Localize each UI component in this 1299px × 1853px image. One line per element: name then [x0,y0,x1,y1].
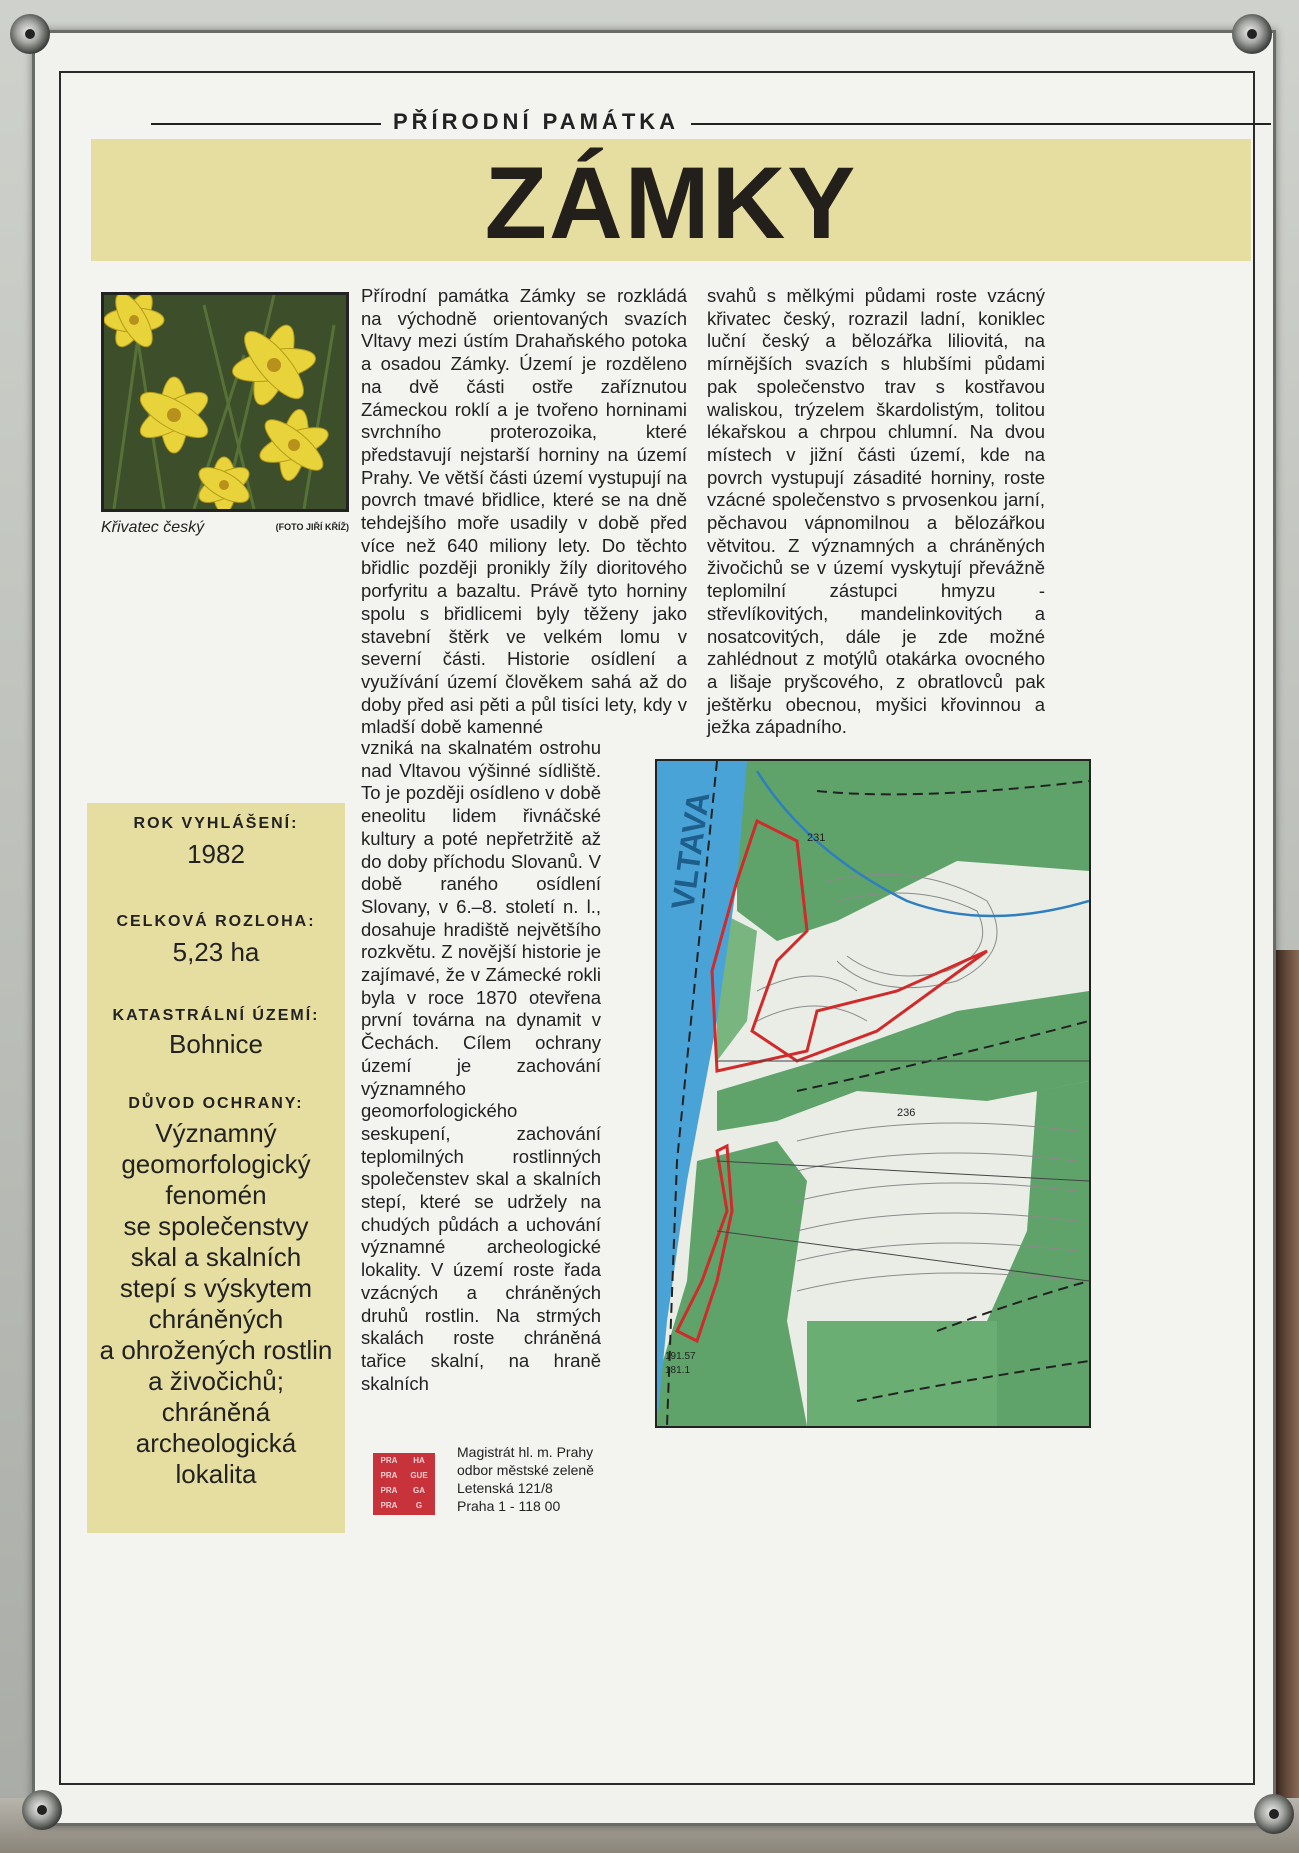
logo-text: HA [413,1456,425,1465]
map-elevation: 231 [807,832,826,844]
reason-line: stepí s výskytem [119,1273,313,1303]
reason-line: chráněná [161,1397,271,1427]
reason-line: Významný [155,1118,277,1148]
logo-text: GUE [410,1471,428,1480]
board-kicker: PŘÍRODNÍ PAMÁTKA [381,109,691,135]
photo-caption [101,519,349,537]
reason-line: fenomén [165,1180,267,1210]
logo-text: PRA [380,1471,398,1480]
map-elevation: 181.1 [665,1365,691,1376]
reason-label: DŮVOD OCHRANY: [128,1095,304,1112]
logo-text: GA [413,1486,425,1495]
reason-line: archeologická [135,1428,297,1458]
screw-icon [22,1790,62,1830]
area-label: CELKOVÁ ROZLOHA: [116,913,316,930]
map-river-label: VLTAVA [664,789,717,912]
reason-text [87,1118,345,1490]
body-paragraph: Přírodní památka Zámky se rozkládá na východně orientovaných svazích Vltavy mezi ústím Drahaňského potoka a osadou Zámky. Území je rozděleno na dvě části ostře zaříznutou Zámeckou roklí a je tvořeno horninami svrchního proterozoika, které představují nejstarší horniny na území Prahy. Ve větší části území vystupují na povrch tmavé břidlice, které se na dně tehdejšího moře usadily v době před více než 640 miliony lety. Do těchto břidlic později pronikly žíly dioritového porfyritu a bazaltu. Právě tyto horniny spolu s břidlicemi byly těženy jako stavební štěrk ve velkém lomu v severní části. Historie osídlení a využívání území člověkem sahá až do doby před asi pěti a půl tisíci lety, kdy v mladší době kamenné [361,285,687,738]
publisher-address [457,1443,594,1515]
reason-line: a ohrožených rostlin [99,1335,333,1365]
board-panel [59,71,1255,1785]
logo-text: PRA [380,1486,398,1495]
screw-icon [10,14,50,54]
cadastre-label: KATASTRÁLNÍ ÚZEMÍ: [112,1007,320,1024]
kicker-rule [151,123,1271,125]
body-paragraph: vzniká na skalnatém ostrohu nad Vltavou výšinné sídliště. To je později osídleno v době eneolitu lidem řivnáčské kultury a poté nepřetržitě až do doby příchodu Slovanů. V době raného osídlení Slovany, v 6.–8. století n. l., dosahuje hradiště největšího rozkvětu. Z novější historie je zajímavé, že v Zámecké rokli byla v roce 1870 otevřena první továrna na dynamit v Čechách. Cílem ochrany území je zachování významného geomorfologického seskupení, zachování teplomilných rostlinných společenstev skal a skalních stepí, které se udržely na chudých půdách a uchování významné archeologické lokality. V území roste řada vzácných a chráněných druhů rostlin. Na strmých skalách roste chráněná tařice skalní, na hraně skalních [361,737,601,1394]
year-value: 1982 [187,839,245,869]
caption-text: Křivatec český [101,519,205,536]
flower-photo [101,292,349,512]
reason-line: se společenstvy [123,1211,309,1241]
year-label: ROK VYHLÁŠENÍ: [133,815,299,832]
publisher-line: odbor městské zeleně [457,1462,594,1478]
reason-line: a živočichů; [148,1366,284,1396]
cadastre-value: Bohnice [169,1029,263,1059]
site-map [655,759,1091,1428]
reason-line: lokalita [175,1459,257,1489]
body-paragraph: svahů s mělkými půdami roste vzácný křivatec český, rozrazil ladní, koniklec luční český a bělozářka liliovitá, na mírnějších svazích s hlubšími půdami pak společenstvo trav s kostřavou waliskou, trýzelem škardolistým, tolitou lékařskou a chrpou chlumní. Na dvou místech v jižní části území, kde na povrch vystupují zásadité horniny, roste vzácné společenstvo s prvosenkou jarní, pěchavou vápnomilnou a bělozářkou větvitou. Z významných a chráněných živočichů se v území vyskytují převážně teplomilní zástupci hmyzu - střevlíkovitých, mandelinkovitých a nosatcovitých, dále je zde možné zahlédnout z motýlů otakárka ovocného a lišaje pryšcového, z obratlovců pak ještěrku obecnou, myšici křovinnou a ježka západního. [707,285,1045,738]
logo-text: G [415,1501,423,1510]
publisher-line: Praha 1 - 118 00 [457,1498,561,1514]
body-column-1-continued [361,737,601,1395]
publisher-line: Magistrát hl. m. Prahy [457,1444,594,1460]
logo-text: PRA [380,1501,398,1510]
information-board [32,30,1276,1826]
body-column-2 [707,285,1045,739]
reason-line: skal a skalních [130,1242,302,1272]
reason-line: chráněných [148,1304,284,1334]
publisher-line: Letenská 121/8 [457,1480,553,1496]
area-value: 5,23 ha [172,937,260,967]
map-elevation: 236 [897,1107,916,1119]
info-box [87,803,345,1533]
prague-logo [373,1453,435,1515]
logo-text: PRA [380,1456,398,1465]
screw-icon [1254,1794,1294,1834]
title-band [91,139,1251,261]
photo-credit: (FOTO JIŘÍ KŘÍŽ) [275,522,349,532]
flower-illustration [104,295,346,509]
page-title: ZÁMKY [484,146,858,260]
screw-icon [1232,14,1272,54]
reason-line: geomorfologický [121,1149,311,1179]
map-elevation: 191.57 [665,1351,696,1362]
map-drawing [657,761,1089,1426]
body-column-1 [361,285,687,739]
